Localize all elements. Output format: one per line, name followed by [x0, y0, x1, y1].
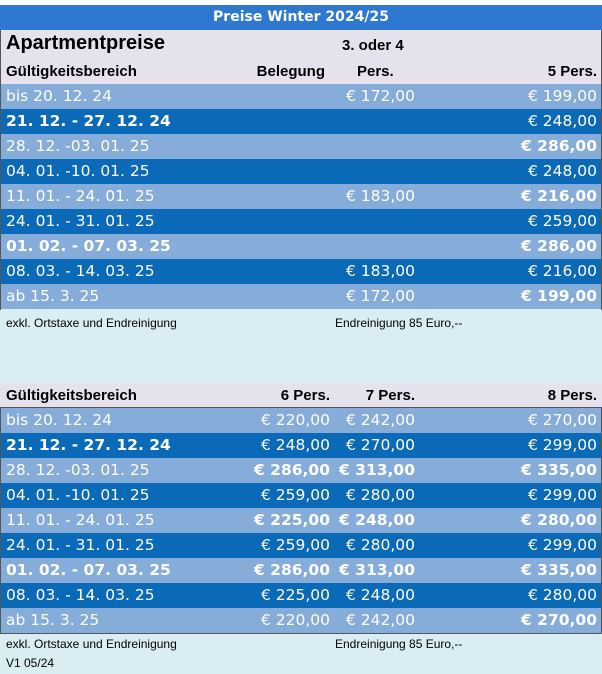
- period-cell: 04. 01. -10. 01. 25: [6, 486, 150, 504]
- price-6-cell: € 248,00: [260, 436, 330, 454]
- period-cell: ab 15. 3. 25: [6, 611, 100, 629]
- period-cell: 21. 12. - 27. 12. 24: [6, 436, 171, 454]
- price-8-cell: € 280,00: [527, 586, 597, 604]
- price-6-cell: € 225,00: [260, 586, 330, 604]
- period-cell: 11. 01. - 24. 01. 25: [6, 187, 155, 205]
- period-cell: 04. 01. -10. 01. 25: [6, 162, 150, 180]
- table-row: [0, 259, 602, 284]
- table-row: [0, 109, 602, 134]
- price-8-cell: € 280,00: [521, 511, 597, 529]
- section1-note-left: exkl. Ortstaxe und Endreinigung: [6, 316, 177, 330]
- table-row: [0, 234, 602, 259]
- section2-header-8-pers: 8 Pers.: [547, 387, 597, 404]
- price-3-4-cell: € 183,00: [345, 187, 415, 205]
- price-5-cell: € 216,00: [521, 187, 597, 205]
- price-5-cell: € 248,00: [527, 112, 597, 130]
- table-row: [0, 84, 602, 109]
- period-cell: 21. 12. - 27. 12. 24: [6, 112, 171, 130]
- table-row: [0, 408, 602, 433]
- price-7-cell: € 242,00: [345, 411, 415, 429]
- price-5-cell: € 248,00: [527, 162, 597, 180]
- section2-header-6-pers: 6 Pers.: [280, 387, 330, 404]
- section2-note-right: Endreinigung 85 Euro,--: [335, 637, 463, 651]
- table-row: [0, 209, 602, 234]
- period-cell: 08. 03. - 14. 03. 25: [6, 586, 155, 604]
- price-list-title: Preise Winter 2024/25: [0, 5, 602, 30]
- table-row: [0, 558, 602, 583]
- version-label: V1 05/24: [6, 656, 55, 670]
- price-8-cell: € 299,00: [527, 486, 597, 504]
- price-3-4-cell: € 172,00: [345, 287, 415, 305]
- section2-note-left: exkl. Ortstaxe und Endreinigung: [6, 637, 177, 651]
- price-8-cell: € 335,00: [521, 461, 597, 479]
- price-5-cell: € 259,00: [527, 212, 597, 230]
- price-3-4-cell: € 172,00: [345, 87, 415, 105]
- table-row: [0, 134, 602, 159]
- price-6-cell: € 286,00: [254, 461, 330, 479]
- price-8-cell: € 299,00: [527, 536, 597, 554]
- period-cell: 28. 12. -03. 01. 25: [6, 461, 150, 479]
- frame-bottom-line-2: [0, 633, 602, 634]
- section2-header-7-pers: 7 Pers.: [365, 387, 415, 404]
- price-5-cell: € 286,00: [521, 237, 597, 255]
- period-cell: ab 15. 3. 25: [6, 287, 100, 305]
- section1-note-right: Endreinigung 85 Euro,--: [335, 316, 463, 330]
- table-row: [0, 184, 602, 209]
- price-8-cell: € 270,00: [527, 411, 597, 429]
- price-8-cell: € 335,00: [521, 561, 597, 579]
- price-7-cell: € 248,00: [339, 511, 415, 529]
- price-7-cell: € 280,00: [345, 486, 415, 504]
- frame-left: [0, 30, 1, 310]
- period-cell: 11. 01. - 24. 01. 25: [6, 511, 155, 529]
- section1-header-period: Gültigkeitsbereich: [6, 63, 137, 80]
- price-7-cell: € 313,00: [339, 461, 415, 479]
- period-cell: 01. 02. - 07. 03. 25: [6, 561, 171, 579]
- price-6-cell: € 220,00: [260, 411, 330, 429]
- section1-heading: Apartmentpreise: [6, 32, 165, 54]
- section1-header-occupancy: Belegung: [256, 63, 325, 80]
- table-row: [0, 433, 602, 458]
- table-row: [0, 608, 602, 633]
- period-cell: bis 20. 12. 24: [6, 87, 113, 105]
- price-6-cell: € 259,00: [260, 486, 330, 504]
- price-5-cell: € 216,00: [527, 262, 597, 280]
- frame-left-2: [0, 407, 1, 634]
- period-cell: 01. 02. - 07. 03. 25: [6, 237, 171, 255]
- table-row: [0, 483, 602, 508]
- period-cell: 24. 01. - 31. 01. 25: [6, 536, 155, 554]
- price-8-cell: € 299,00: [527, 436, 597, 454]
- table-row: [0, 159, 602, 184]
- table-row: [0, 458, 602, 483]
- price-7-cell: € 248,00: [345, 586, 415, 604]
- table-row: [0, 284, 602, 309]
- section1-header-3-4-pers: Pers.: [357, 63, 394, 80]
- price-6-cell: € 220,00: [260, 611, 330, 629]
- section1-header-5-pers: 5 Pers.: [547, 63, 597, 80]
- section2-header-period: Gültigkeitsbereich: [6, 387, 137, 404]
- price-7-cell: € 280,00: [345, 536, 415, 554]
- price-6-cell: € 225,00: [254, 511, 330, 529]
- price-7-cell: € 270,00: [345, 436, 415, 454]
- period-cell: 28. 12. -03. 01. 25: [6, 137, 150, 155]
- price-7-cell: € 242,00: [345, 611, 415, 629]
- price-7-cell: € 313,00: [339, 561, 415, 579]
- price-8-cell: € 270,00: [521, 611, 597, 629]
- price-5-cell: € 199,00: [521, 287, 597, 305]
- period-cell: 08. 03. - 14. 03. 25: [6, 262, 155, 280]
- frame-top-line-2: [0, 407, 602, 408]
- table-row: [0, 508, 602, 533]
- price-6-cell: € 259,00: [260, 536, 330, 554]
- price-5-cell: € 199,00: [527, 87, 597, 105]
- price-5-cell: € 286,00: [521, 137, 597, 155]
- price-3-4-cell: € 183,00: [345, 262, 415, 280]
- table-row: [0, 583, 602, 608]
- section1-col-header-top: 3. oder 4: [342, 37, 404, 54]
- price-6-cell: € 286,00: [254, 561, 330, 579]
- period-cell: bis 20. 12. 24: [6, 411, 113, 429]
- table-row: [0, 533, 602, 558]
- period-cell: 24. 01. - 31. 01. 25: [6, 212, 155, 230]
